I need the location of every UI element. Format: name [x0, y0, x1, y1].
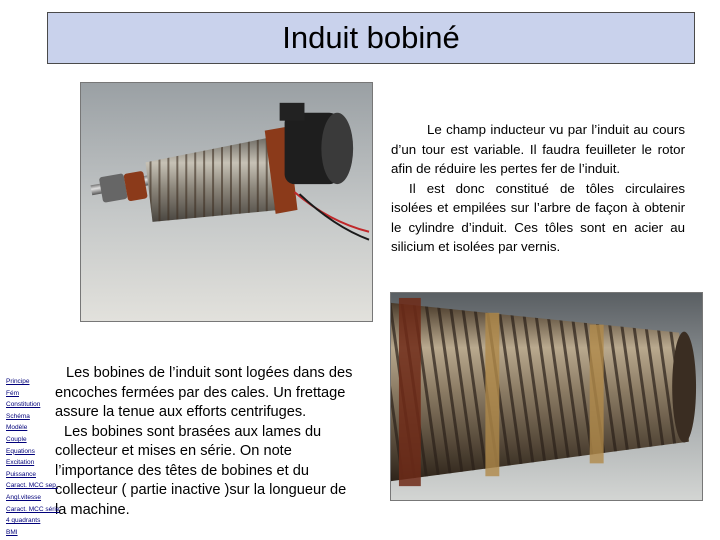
nav-link-schema[interactable]: Schéma — [6, 412, 30, 420]
armature-photo-side — [80, 82, 373, 322]
nav-link-puissance[interactable]: Puissance — [6, 470, 36, 478]
text-right-para-1: Le champ inducteur vu par l’induit au cours d’un tour est variable. Il faudra feuilleter le rotor afin de réduire les pertes fer de l’induit. — [391, 122, 685, 176]
nav-link-fem[interactable]: Fém — [6, 389, 19, 397]
text-bottom-para-1: Les bobines de l’induit sont logées dans des encoches fermées par des cales. Un frettage assure la tenue aux efforts centrifuges. — [55, 365, 353, 420]
nav-link-equations[interactable]: Equations — [6, 447, 35, 455]
text-right-para-2: Il est donc constitué de tôles circulaires isolées et empilées sur l’arbre de façon à obtenir le cylindre d’induit. Ces tôles sont en acier au silicium et isolées par vernis. — [391, 180, 685, 254]
armature-photo-closeup — [390, 292, 703, 501]
nav-link-caract-mcc-serie[interactable]: Caract. MCC série — [6, 505, 60, 513]
nav-link-caract-mcc-sep[interactable]: Caract. MCC sep. — [6, 482, 58, 490]
nav-link-couple[interactable]: Couple — [6, 435, 27, 443]
nav-link-constitution[interactable]: Constitution — [6, 401, 41, 409]
nav-link-4-quadrants[interactable]: 4 quadrants — [6, 517, 41, 525]
title-box — [47, 12, 695, 64]
nav-link-angl-vitesse[interactable]: Angl.vitesse — [6, 493, 42, 501]
text-right — [391, 120, 685, 257]
nav-link-bmi[interactable]: BMI — [6, 528, 18, 536]
nav-links — [6, 376, 60, 538]
nav-link-modele[interactable]: Modèle — [6, 424, 28, 432]
text-bottom — [55, 364, 357, 520]
nav-link-principe[interactable]: Principe — [6, 378, 30, 385]
text-bottom-para-2: Les bobines sont brasées aux lames du collecteur et mises en série. On note l’importance des têtes de bobines et du collecteur ( partie inactive )sur la longueur de la machine. — [55, 423, 347, 518]
slide-title: Induit bobiné — [282, 20, 460, 55]
nav-link-excitation[interactable]: Excitation — [6, 459, 35, 467]
